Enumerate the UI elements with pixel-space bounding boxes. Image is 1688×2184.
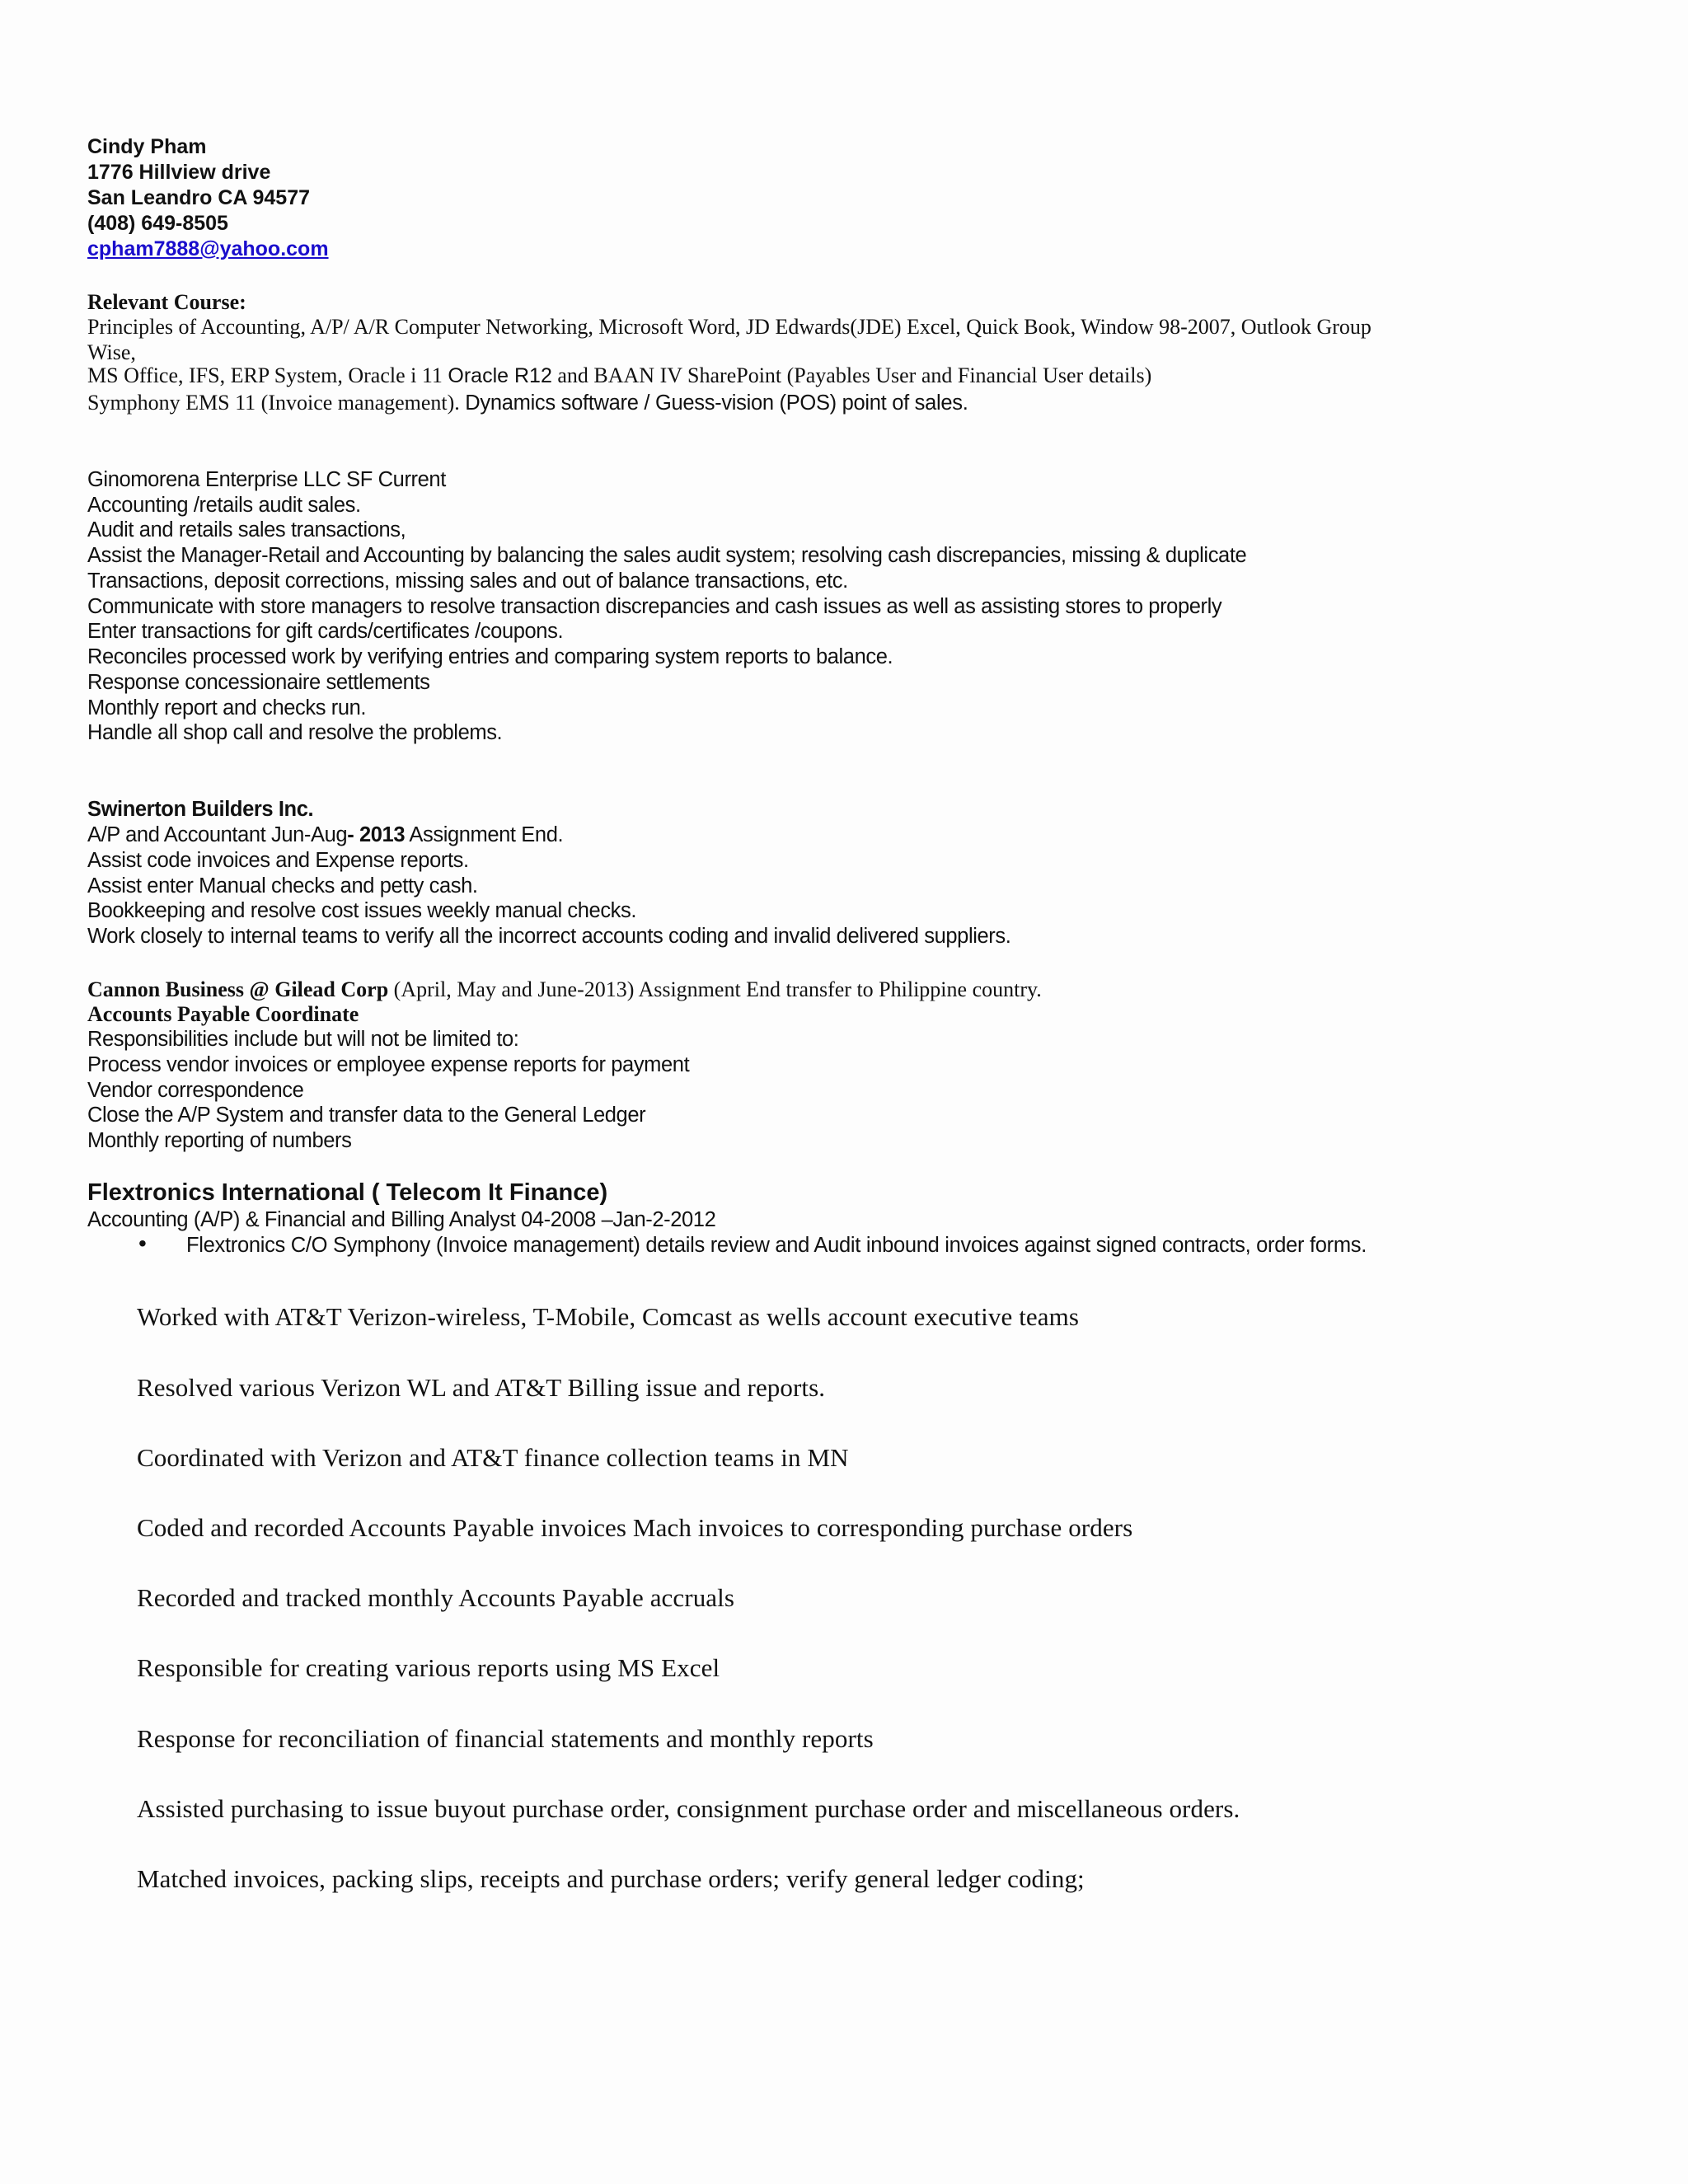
job3-line: Vendor correspondence <box>87 1079 304 1102</box>
courses-line-2: Wise, <box>87 340 136 364</box>
job1-title: Ginomorena Enterprise LLC SF Current <box>87 468 446 491</box>
job2-line: Assist enter Manual checks and petty cash. <box>87 874 478 898</box>
contact-city: San Leandro CA 94577 <box>87 186 311 209</box>
bullet-icon: • <box>138 1230 147 1256</box>
courses-line-3 <box>87 363 1151 388</box>
job3-subtitle: Accounts Payable Coordinate <box>87 1002 359 1026</box>
courses-line-4 <box>87 391 968 415</box>
job1-line: Reconciles processed work by verifying entries and comparing system reports to balance. <box>87 645 893 668</box>
courses-line-4a: Symphony EMS 11 (Invoice management). <box>87 391 466 415</box>
job2-line: Bookkeeping and resolve cost issues weekly manual checks. <box>87 899 637 922</box>
job4-duty: Matched invoices, packing slips, receipts and purchase orders; verify general ledger coding; <box>137 1864 1085 1893</box>
job1-line: Communicate with store managers to resolve transaction discrepancies and cash issues as well as assisting stores to properly <box>87 595 1222 618</box>
job4-duty: Response for reconciliation of financial statements and monthly reports <box>137 1724 874 1753</box>
job1-line: Audit and retails sales transactions, <box>87 518 406 541</box>
job1-line: Accounting /retails audit sales. <box>87 494 361 517</box>
job4-bullet: Flextronics C/O Symphony (Invoice management) details review and Audit inbound invoices against signed contracts, order forms. <box>186 1234 1367 1257</box>
email-link[interactable]: cpham7888@yahoo.com <box>87 237 329 260</box>
job1-line: Response concessionaire settlements <box>87 671 430 694</box>
job3-line: Monthly reporting of numbers <box>87 1129 352 1152</box>
job3-title: Cannon Business @ Gilead Corp <box>87 977 389 1001</box>
courses-line-1: Principles of Accounting, A/P/ A/R Computer Networking, Microsoft Word, JD Edwards(JDE) Excel, Quick Book, Window 98-2007, Outlook Group <box>87 315 1372 339</box>
job4-title: Flextronics International ( Telecom It Finance) <box>87 1179 608 1206</box>
job3-line: Responsibilities include but will not be limited to: <box>87 1028 519 1051</box>
courses-line-3b: Oracle R12 <box>448 364 552 387</box>
job3-title-line <box>87 977 1042 1002</box>
job1-line: Enter transactions for gift cards/certificates /coupons. <box>87 620 564 643</box>
job3-title-note: (April, May and June-2013) Assignment End transfer to Philippine country. <box>388 977 1042 1001</box>
job4-duty: Assisted purchasing to issue buyout purchase order, consignment purchase order and miscellaneous orders. <box>137 1794 1240 1823</box>
job4-duty: Coordinated with Verizon and AT&T finance collection teams in MN <box>137 1443 849 1472</box>
job2-line: Work closely to internal teams to verify all the incorrect accounts coding and invalid delivered suppliers. <box>87 925 1011 948</box>
job2-role-a: A/P and Accountant Jun-Aug <box>87 823 348 846</box>
contact-phone: (408) 649-8505 <box>87 212 228 235</box>
job1-line: Transactions, deposit corrections, missing sales and out of balance transactions, etc. <box>87 569 848 593</box>
job4-duty: Coded and recorded Accounts Payable invoices Mach invoices to corresponding purchase orders <box>137 1513 1133 1542</box>
job3-line: Process vendor invoices or employee expense reports for payment <box>87 1053 690 1076</box>
job1-line: Monthly report and checks run. <box>87 696 367 719</box>
contact-name: Cindy Pham <box>87 135 207 158</box>
job1-line: Handle all shop call and resolve the problems. <box>87 721 503 744</box>
job2-title: Swinerton Builders Inc. <box>87 798 314 821</box>
job4-duty: Worked with AT&T Verizon-wireless, T-Mobile, Comcast as wells account executive teams <box>137 1302 1079 1331</box>
job4-role: Accounting (A/P) & Financial and Billing Analyst 04-2008 –Jan-2-2012 <box>87 1208 716 1231</box>
job2-role <box>87 823 563 847</box>
job2-role-c: Assignment End. <box>405 823 564 846</box>
job4-duty: Recorded and tracked monthly Accounts Payable accruals <box>137 1583 735 1612</box>
job4-duty: Resolved various Verizon WL and AT&T Billing issue and reports. <box>137 1373 826 1402</box>
courses-line-3a: MS Office, IFS, ERP System, Oracle i 11 <box>87 363 448 387</box>
contact-street: 1776 Hillview drive <box>87 161 271 184</box>
courses-line-3c: and BAAN IV SharePoint (Payables User and Financial User details) <box>551 363 1152 387</box>
job1-line: Assist the Manager-Retail and Accounting by balancing the sales audit system; resolving cash discrepancies, missing & duplicate <box>87 544 1247 567</box>
job2-line: Assist code invoices and Expense reports. <box>87 849 469 872</box>
courses-heading: Relevant Course: <box>87 290 246 314</box>
job3-line: Close the A/P System and transfer data to the General Ledger <box>87 1104 646 1127</box>
job4-duty: Responsible for creating various reports using MS Excel <box>137 1653 720 1682</box>
courses-line-4b: Dynamics software / Guess-vision (POS) point of sales. <box>465 391 968 415</box>
job2-role-b: - 2013 <box>347 823 406 846</box>
